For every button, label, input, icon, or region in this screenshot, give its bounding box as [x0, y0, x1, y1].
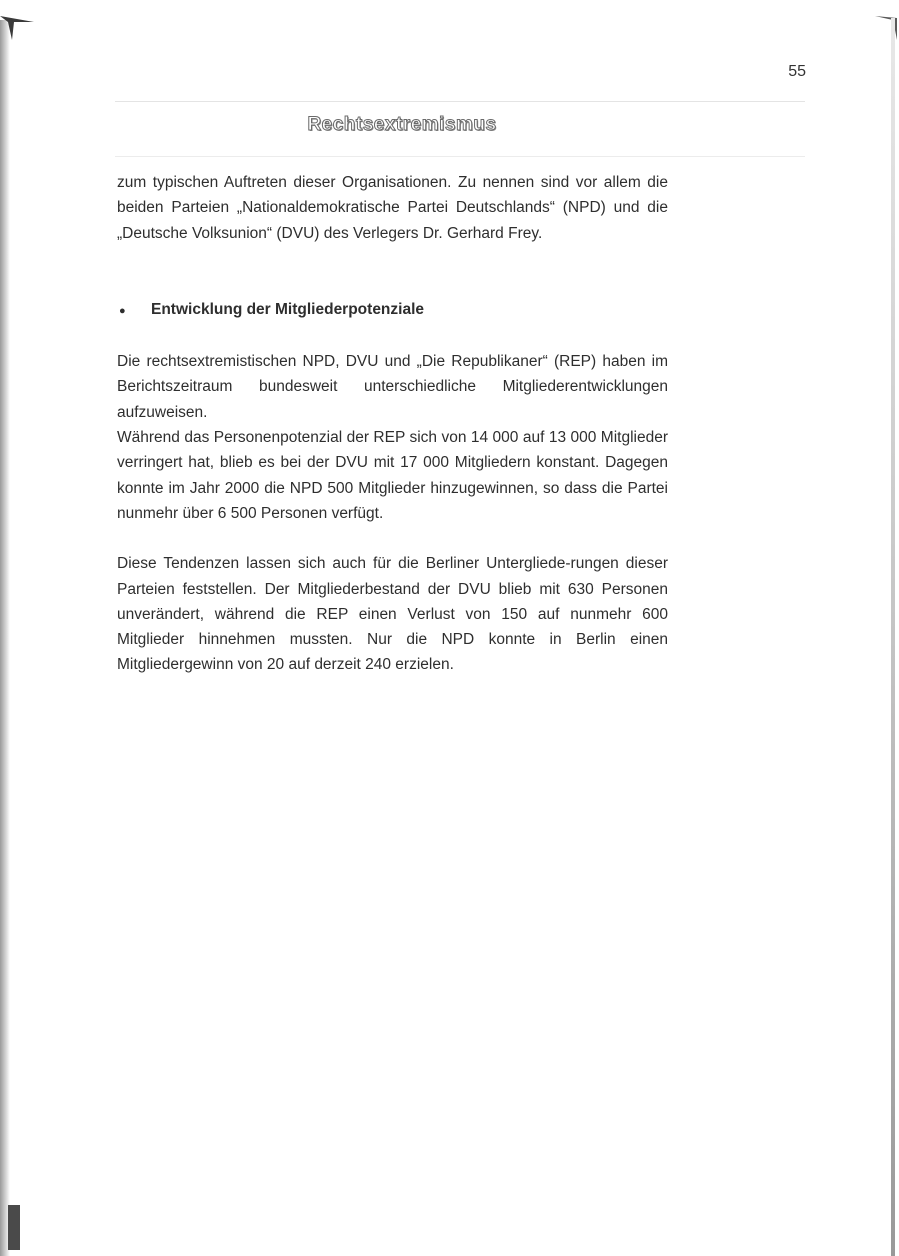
header-rule-bottom: [115, 156, 805, 157]
paragraph-1: Die rechtsextremistischen NPD, DVU und „Die Republikaner“ (REP) haben im Berichtszeitraum bundesweit unterschiedliche Mitgliederentwicklungen aufzuweisen.: [117, 353, 668, 421]
paragraph-gap: [117, 526, 668, 551]
body-text: [117, 170, 668, 678]
section-heading-text: Entwicklung der Mitgliederpotenziale: [151, 300, 425, 318]
section-heading: [117, 297, 668, 324]
paragraph-3: Diese Tendenzen lassen sich auch für die Berliner Untergliede-rungen dieser Parteien feststellen. Der Mitgliederbestand der DVU blieb mit 630 Personen unverändert, während die REP einen Verlust von 150 auf nunmehr 600 Mitglieder hinnehmen mussten. Nur die NPD konnte in Berlin einen Mitgliedergewinn von 20 auf derzeit 240 erzielen.: [117, 555, 668, 674]
page-number: 55: [788, 63, 806, 80]
crop-mark-top-left: [0, 10, 34, 40]
intro-paragraph: zum typischen Auftreten dieser Organisationen. Zu nennen sind vor allem die beiden Parteien „Nationaldemokratische Partei Deutschlands“ (NPD) und die „Deutsche Volksunion“ (DVU) des Verlegers Dr. Gerhard Frey.: [117, 174, 668, 242]
header-rule-top: [115, 101, 805, 102]
running-head: Rechtsextremismus: [307, 114, 497, 135]
scan-edge-right: [891, 18, 895, 1256]
scan-edge-left: [0, 20, 10, 1256]
bullet-icon: ●: [119, 304, 126, 317]
scan-edge-shadow: [8, 1205, 20, 1250]
paragraph-2: Während das Personenpotenzial der REP sich von 14 000 auf 13 000 Mitglieder verringert hat, blieb es bei der DVU mit 17 000 Mitgliedern konstant. Dagegen konnte im Jahr 2000 die NPD 500 Mitglieder hinzugewinnen, so dass die Partei nunmehr über 6 500 Personen verfügt.: [117, 429, 668, 522]
